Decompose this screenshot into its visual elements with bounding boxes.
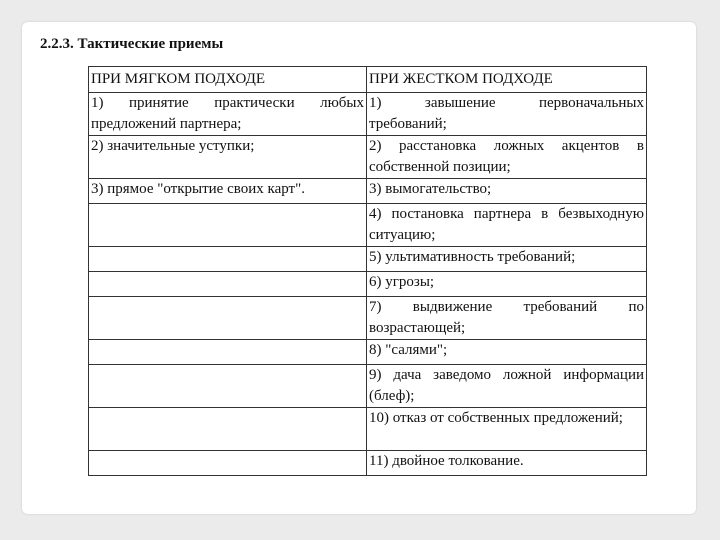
header-soft-approach: ПРИ МЯГКОМ ПОДХОДЕ — [89, 67, 367, 93]
soft-tactic-cell: 1) принятие практически любых предложений партнера; — [89, 93, 367, 136]
hard-tactic-cell: 5) ультимативность требований; — [367, 247, 647, 272]
soft-tactic-cell — [89, 272, 367, 297]
table-row — [89, 179, 647, 204]
tactics-table — [88, 66, 647, 476]
section-heading: 2.2.3. Тактические приемы — [40, 36, 224, 52]
table-row — [89, 451, 647, 476]
hard-tactic-cell: 11) двойное толкование. — [367, 451, 647, 476]
hard-tactic-cell: 3) вымогательство; — [367, 179, 647, 204]
table-row — [89, 136, 647, 179]
table-row — [89, 93, 647, 136]
table-row — [89, 297, 647, 340]
table-row — [89, 272, 647, 297]
soft-tactic-cell — [89, 204, 367, 247]
slide — [22, 22, 696, 514]
hard-tactic-cell: 1) завышение первоначальных требований; — [367, 93, 647, 136]
soft-tactic-cell — [89, 451, 367, 476]
hard-tactic-cell: 7) выдвижение требований по возрастающей; — [367, 297, 647, 340]
soft-tactic-cell: 2) значительные уступки; — [89, 136, 367, 179]
hard-tactic-cell: 4) постановка партнера в безвыходную ситуацию; — [367, 204, 647, 247]
hard-tactic-cell: 10) отказ от собственных предложений; — [367, 408, 647, 451]
soft-tactic-cell — [89, 247, 367, 272]
hard-tactic-cell: 8) "салями"; — [367, 340, 647, 365]
table-header-row — [89, 67, 647, 93]
soft-tactic-cell — [89, 408, 367, 451]
table-row — [89, 204, 647, 247]
table-row — [89, 365, 647, 408]
soft-tactic-cell — [89, 365, 367, 408]
hard-tactic-cell: 9) дача заведомо ложной информации (блеф); — [367, 365, 647, 408]
table-row — [89, 340, 647, 365]
hard-tactic-cell: 2) расстановка ложных акцентов в собственной позиции; — [367, 136, 647, 179]
table-row — [89, 247, 647, 272]
soft-tactic-cell — [89, 340, 367, 365]
soft-tactic-cell: 3) прямое "открытие своих карт". — [89, 179, 367, 204]
table-row — [89, 408, 647, 451]
hard-tactic-cell: 6) угрозы; — [367, 272, 647, 297]
soft-tactic-cell — [89, 297, 367, 340]
header-hard-approach: ПРИ ЖЕСТКОМ ПОДХОДЕ — [367, 67, 647, 93]
